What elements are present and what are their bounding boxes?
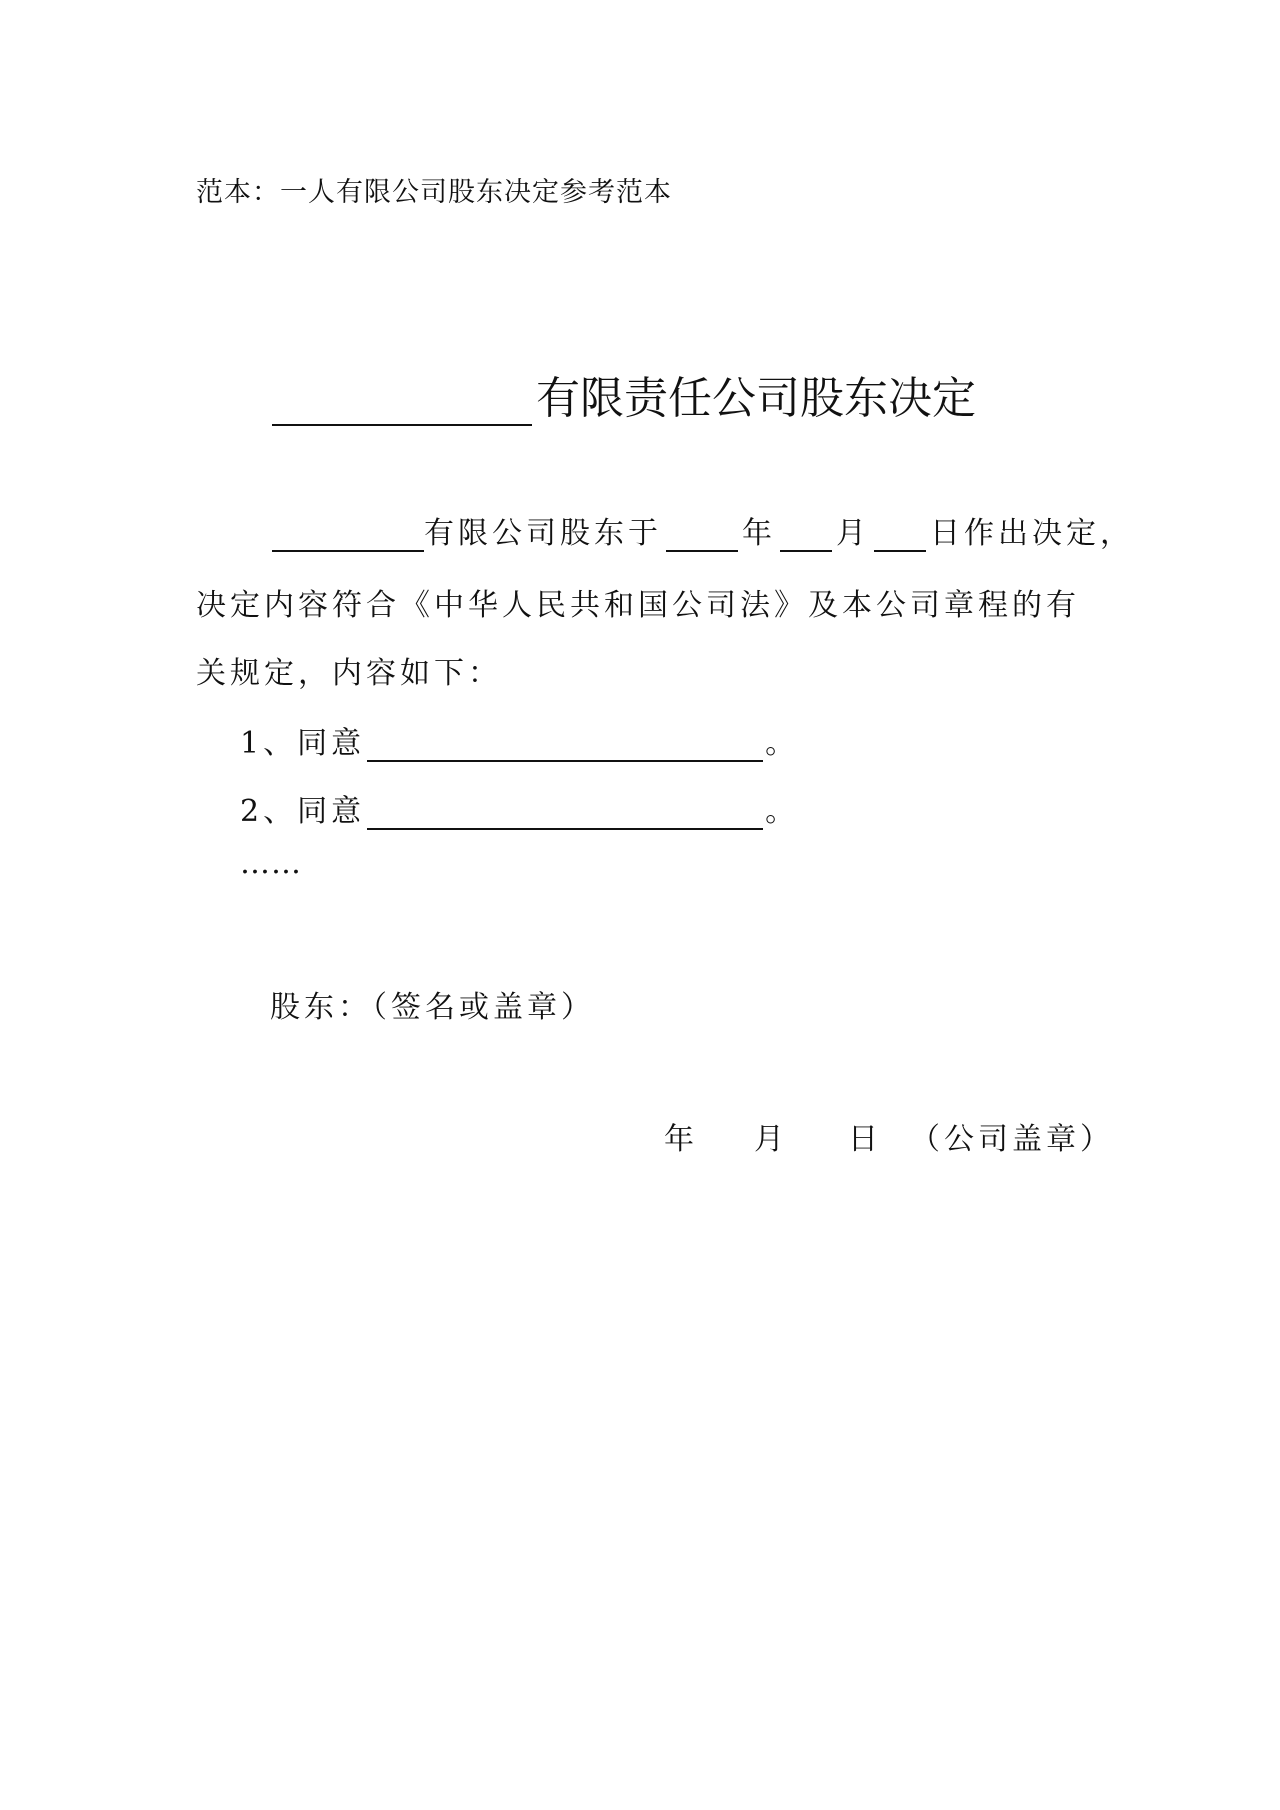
paragraph-line-3: 关规定，内容如下： — [196, 656, 502, 691]
line1-text-a: 有限公司股东于 — [424, 516, 662, 551]
list-item — [240, 786, 799, 830]
date-year-label: 年 — [664, 1122, 698, 1157]
paragraph-line-2: 决定内容符合《中华人民共和国公司法》及本公司章程的有 — [196, 588, 1080, 623]
list-item — [240, 718, 799, 762]
company-name-blank[interactable] — [272, 374, 532, 426]
item-content-field[interactable] — [367, 726, 763, 762]
company-name-field[interactable] — [272, 516, 424, 552]
title-text: 有限责任公司股东决定 — [536, 373, 976, 424]
document-title — [272, 362, 976, 426]
item-content-field[interactable] — [367, 794, 763, 830]
header-note: 范本：一人有限公司股东决定参考范本 — [196, 177, 672, 208]
date-month-label: 月 — [754, 1122, 788, 1157]
month-label: 月 — [836, 516, 870, 551]
item-suffix: 。 — [765, 726, 800, 761]
company-seal-label: （公司盖章） — [910, 1122, 1114, 1157]
day-field[interactable] — [874, 516, 926, 552]
item-prefix: 1、同意 — [240, 726, 366, 761]
date-and-seal — [664, 1114, 1114, 1158]
line1-text-b: 日作出决定， — [930, 516, 1134, 551]
ellipsis: …… — [240, 846, 302, 881]
item-prefix: 2、同意 — [240, 794, 366, 829]
month-field[interactable] — [780, 516, 832, 552]
year-field[interactable] — [666, 516, 738, 552]
date-day-label: 日 — [848, 1122, 882, 1157]
shareholder-signature: 股东：（签名或盖章） — [270, 990, 595, 1025]
item-suffix: 。 — [765, 794, 800, 829]
year-label: 年 — [742, 516, 776, 551]
paragraph-line-1 — [272, 508, 1134, 552]
